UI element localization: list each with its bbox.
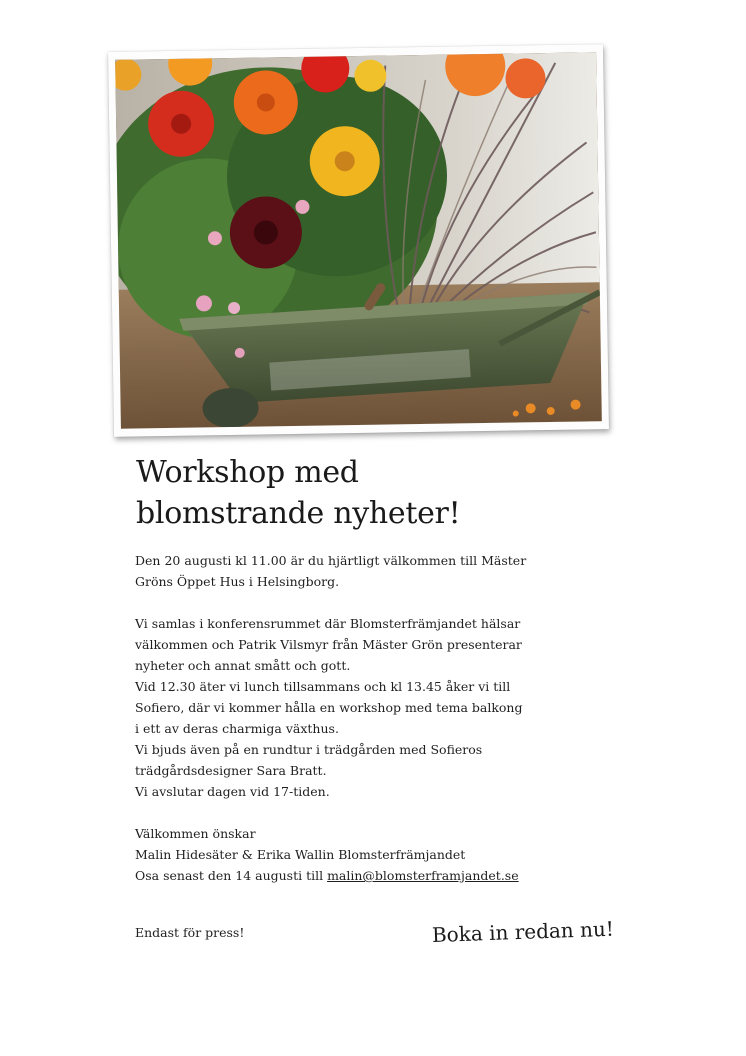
- program-paragraph: [135, 613, 605, 802]
- page-title-line-2: blomstrande nyheter!: [136, 496, 461, 531]
- event-photo-frame: [108, 44, 609, 437]
- program-line: Sofiero, där vi kommer hålla en workshop med tema balkong: [135, 700, 523, 715]
- page-title: [136, 452, 460, 534]
- intro-line: Den 20 augusti kl 11.00 är du hjärtligt välkommen till Mäster: [135, 553, 527, 568]
- program-line: Vi samlas i konferensrummet där Blomsterfrämjandet hälsar: [135, 616, 521, 631]
- program-line: Vi bjuds även på en rundtur i trädgården med Sofieros: [135, 742, 483, 757]
- program-line: Vi avslutar dagen vid 17-tiden.: [135, 784, 330, 799]
- program-line: välkommen och Patrik Vilsmyr från Mäster Grön presenterar: [135, 637, 522, 652]
- book-now-cta[interactable]: Boka in redan nu!: [431, 916, 615, 947]
- press-note: Endast för press!: [135, 925, 245, 940]
- invitation-body: [135, 550, 605, 886]
- email-link[interactable]: malin@blomsterframjandet.se: [327, 868, 519, 883]
- program-line: Vid 12.30 äter vi lunch tillsammans och kl 13.45 åker vi till: [135, 679, 511, 694]
- program-line: nyheter och annat smått och gott.: [135, 658, 351, 673]
- program-line: i ett av deras charmiga växthus.: [135, 721, 339, 736]
- closing-senders: Malin Hidesäter & Erika Wallin Blomsterfrämjandet: [135, 847, 466, 862]
- closing-greeting: Välkommen önskar: [135, 826, 256, 841]
- page-title-line-1: Workshop med: [136, 455, 359, 490]
- intro-paragraph: [135, 550, 605, 592]
- osa-line: [135, 865, 605, 886]
- osa-text: Osa senast den 14 augusti till: [135, 868, 328, 883]
- closing-paragraph: [135, 823, 605, 886]
- program-line: trädgårdsdesigner Sara Bratt.: [135, 763, 327, 778]
- flower-wheelbarrow-photo: [115, 52, 602, 429]
- flower-wheelbarrow-illustration: [115, 52, 602, 429]
- intro-line: Gröns Öppet Hus i Helsingborg.: [135, 574, 340, 589]
